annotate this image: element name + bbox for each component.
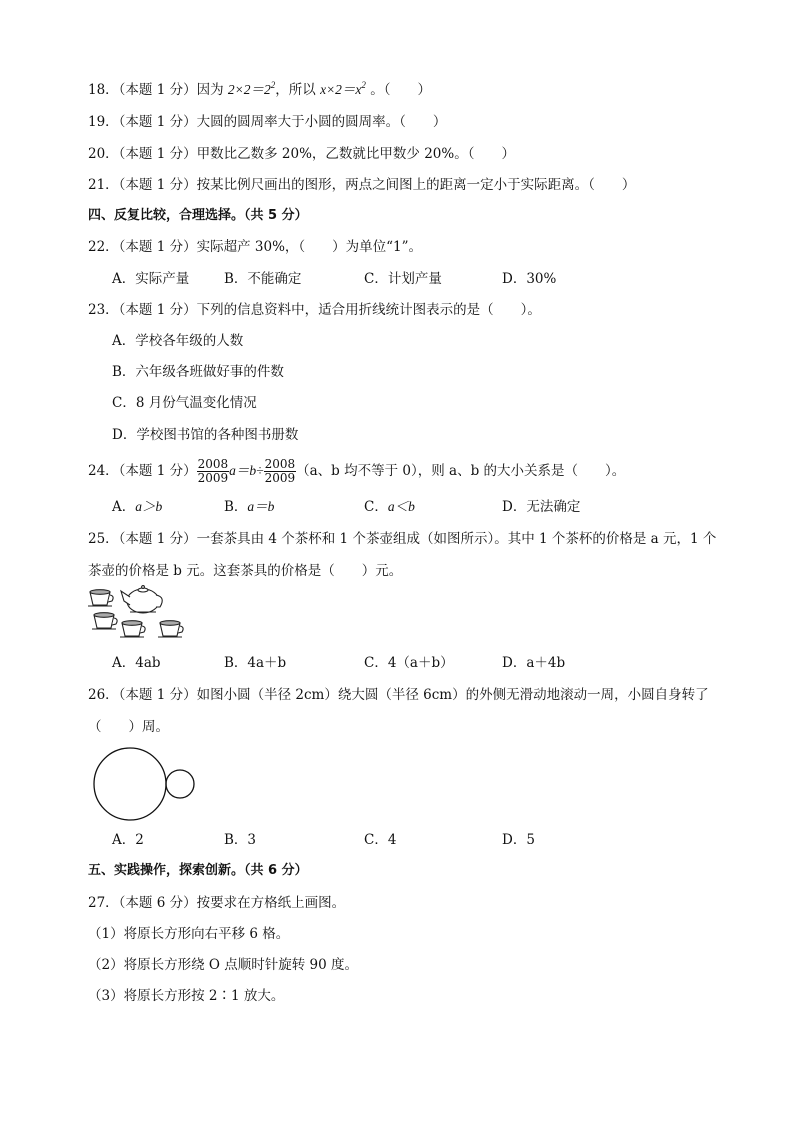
q23-option-c[interactable]: C．8 月份气温变化情况 — [112, 395, 257, 411]
q25-option-b[interactable]: B．4a＋b — [224, 655, 287, 671]
q24-option-d[interactable]: D．无法确定 — [502, 499, 581, 515]
teacup-icon — [88, 590, 113, 606]
q26-option-b[interactable]: B．3 — [224, 832, 257, 848]
teacup-icon — [92, 613, 117, 629]
question-23: 23．（本题 1 分）下列的信息资料中，适合用折线统计图表示的是（ ）。 — [88, 302, 541, 318]
q27-item-2: （2）将原长方形绕 O 点顺时针旋转 90 度。 — [88, 957, 358, 973]
question-25-line-2: 茶壶的价格是 b 元。这套茶具的价格是（ ）元。 — [88, 563, 403, 579]
q23-option-a[interactable]: A．学校各年级的人数 — [112, 333, 244, 349]
q24-option-a[interactable]: A．a＞b — [112, 499, 163, 515]
q26-option-d[interactable]: D．5 — [502, 832, 535, 848]
q25-option-c[interactable]: C．4（a＋b） — [364, 655, 454, 671]
question-27: 27．（本题 6 分）按要求在方格纸上画图。 — [88, 895, 346, 911]
tea-set-illustration — [86, 585, 190, 647]
section-5-title: 五、实践操作，探索创新。（共 6 分） — [88, 863, 308, 878]
q22-option-a[interactable]: A．实际产量 — [112, 271, 190, 287]
question-26-line-2: （ ）周。 — [88, 719, 169, 735]
q27-item-3: （3）将原长方形按 2∶1 放大。 — [88, 988, 285, 1004]
q24-option-b[interactable]: B．a＝b — [224, 499, 275, 515]
large-circle — [94, 748, 166, 820]
q23-option-b[interactable]: B．六年级各班做好事的件数 — [112, 364, 284, 380]
circles-diagram — [92, 744, 200, 824]
q26-option-a[interactable]: A．2 — [112, 832, 144, 848]
small-circle — [166, 770, 194, 798]
q24-option-c[interactable]: C．a＜b — [364, 499, 415, 515]
fraction: $\frac{2008}{2009}$ — [264, 457, 296, 485]
question-24: 24．（本题 1 分） $\frac{2008}{2009}$ a＝b÷ $\frac{2008}{2009}$ （a、b 均不等于 0），则 a、b 的大小关系是（ ）。 — [88, 457, 626, 485]
q22-option-b[interactable]: B．不能确定 — [224, 271, 302, 287]
question-19: 19．（本题 1 分）大圆的圆周率大于小圆的圆周率。（ ） — [88, 114, 447, 130]
teacup-icon — [120, 621, 145, 637]
q25-option-a[interactable]: A．4ab — [112, 655, 161, 671]
q22-option-c[interactable]: C．计划产量 — [364, 271, 442, 287]
question-22: 22．（本题 1 分）实际超产 30%，（ ）为单位“1”。 — [88, 239, 423, 255]
q27-item-1: （1）将原长方形向右平移 6 格。 — [88, 926, 290, 942]
q23-option-d[interactable]: D．学校图书馆的各种图书册数 — [112, 427, 299, 443]
question-18: 18．（本题 1 分）因为 $2\times 2=2^2$，所以 $x\times 2=x^2$ 。（ ） — [88, 80, 431, 98]
question-20: 20．（本题 1 分）甲数比乙数多 20%，乙数就比甲数少 20%。（ ） — [88, 146, 515, 162]
q26-option-c[interactable]: C．4 — [364, 832, 397, 848]
fraction: $\frac{2008}{2009}$ — [197, 457, 229, 485]
question-25-line-1: 25．（本题 1 分）一套茶具由 4 个茶杯和 1 个茶壶组成（如图所示）。其中 1 个茶杯的价格是 a 元，1 个 — [88, 531, 717, 547]
question-26-line-1: 26．（本题 1 分）如图小圆（半径 2cm）绕大圆（半径 6cm）的外侧无滑动地滚动一周，小圆自身转了 — [88, 687, 709, 703]
teacup-icon — [158, 621, 183, 637]
q22-option-d[interactable]: D．30% — [502, 271, 557, 287]
section-4-title: 四、反复比较，合理选择。（共 5 分） — [88, 208, 308, 223]
question-21: 21．（本题 1 分）按某比例尺画出的图形，两点之间图上的距离一定小于实际距离。（ ） — [88, 177, 636, 193]
teapot-icon — [121, 586, 162, 613]
q25-option-d[interactable]: D．a＋4b — [502, 655, 566, 671]
